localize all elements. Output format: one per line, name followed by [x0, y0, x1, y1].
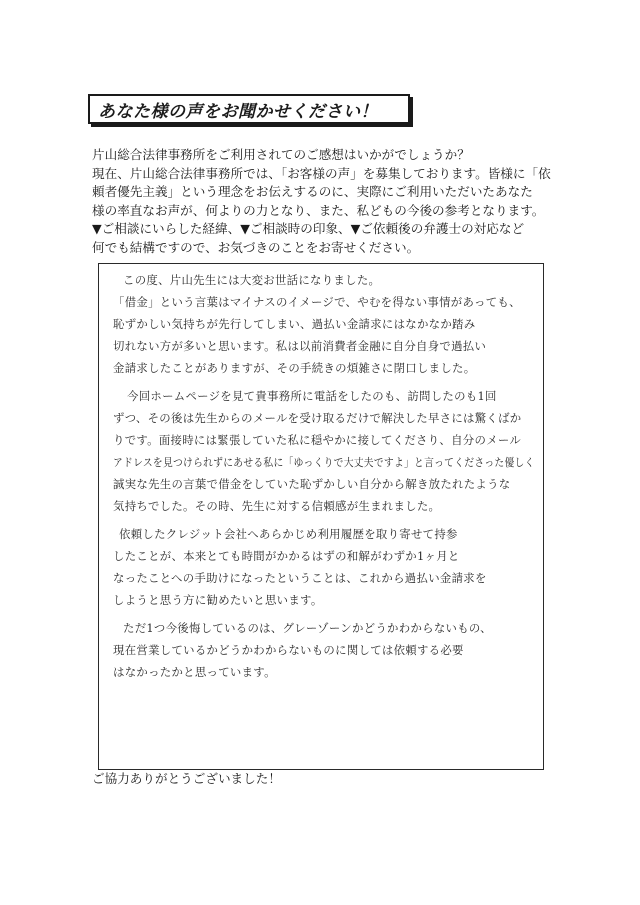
intro-line: 何でも結構ですので、お気づきのことをお寄せください。: [92, 239, 420, 255]
comment-line: しようと思う方に勧めたいと思います。: [113, 593, 323, 607]
comment-line: この度、片山先生には大変お世話になりました。: [123, 273, 381, 287]
intro-line: 片山総合法律事務所をご利用されてのご感想はいかがでしょうか？: [92, 147, 470, 162]
comment-line: したことが、本来とても時間がかかるはずの和解がわずか1ヶ月と: [113, 549, 460, 563]
comment-line: 金請求したことがありますが、その手続きの煩雑さに閉口しました。: [113, 361, 476, 375]
comment-line: 気持ちでした。その時、先生に対する信頼感が生まれました。: [113, 499, 441, 513]
thanks-text: ご協力ありがとうございました！: [92, 771, 281, 786]
comment-line: りです。面接時には緊張していた私に穏やかに接してくださり、自分のメール: [113, 433, 522, 447]
comment-line: 「借金」という言葉はマイナスのイメージで、やむを得ない事情があっても、: [113, 295, 521, 309]
handwritten-comment-box: [98, 263, 544, 770]
comment-line: 現在営業しているかどうかわからないものに関しては依頼する必要: [113, 643, 464, 657]
comment-line: 誠実な先生の言葉で借金をしていた恥ずかしい自分から解き放たれたような: [113, 477, 511, 491]
intro-line: 頼者優先主義」という理念をお伝えするのに、実際にご利用いただいたあなた: [92, 184, 533, 200]
comment-line: なったことへの手助けになったということは、これから過払い金請求を: [113, 571, 487, 585]
comment-line: はなかったかと思っています。: [113, 665, 276, 679]
comment-line: アドレスを見つけられずにあせる私に「ゆっくりで大丈夫ですよ」と言ってくださった優しく: [113, 456, 535, 469]
comment-line: 切れない方が多いと思います。私は以前消費者金融に自分自身で過払い: [113, 339, 487, 353]
intro-line: 様の率直なお声が、何よりの力となり、また、私どもの今後の参考となります。: [92, 202, 545, 218]
comment-line: ただ1つ今後悔しているのは、グレーゾーンかどうかわからないもの、: [123, 621, 492, 635]
comment-line: 恥ずかしい気持ちが先行してしまい、過払い金請求にはなかなか踏み: [113, 317, 476, 331]
intro-line: ▼ご相談にいらした経緯、▼ご相談時の印象、▼ご依頼後の弁護士の対応など: [92, 221, 525, 237]
page-title: あなた様の声をお聞かせください！: [98, 101, 378, 122]
heading-box: [88, 94, 410, 124]
comment-line: 今回ホームページを見て貴事務所に電話をしたのも、訪問したのも1回: [127, 389, 497, 403]
intro-text: [92, 146, 562, 258]
intro-line: 現在、片山総合法律事務所では、「お客様の声」を募集しております。皆様に「依: [92, 165, 551, 181]
comment-line: 依頼したクレジット会社へあらかじめ利用履歴を取り寄せて持参: [119, 527, 458, 541]
comment-line: ずつ、その後は先生からのメールを受け取るだけで解決した早さには驚くばか: [113, 411, 522, 425]
